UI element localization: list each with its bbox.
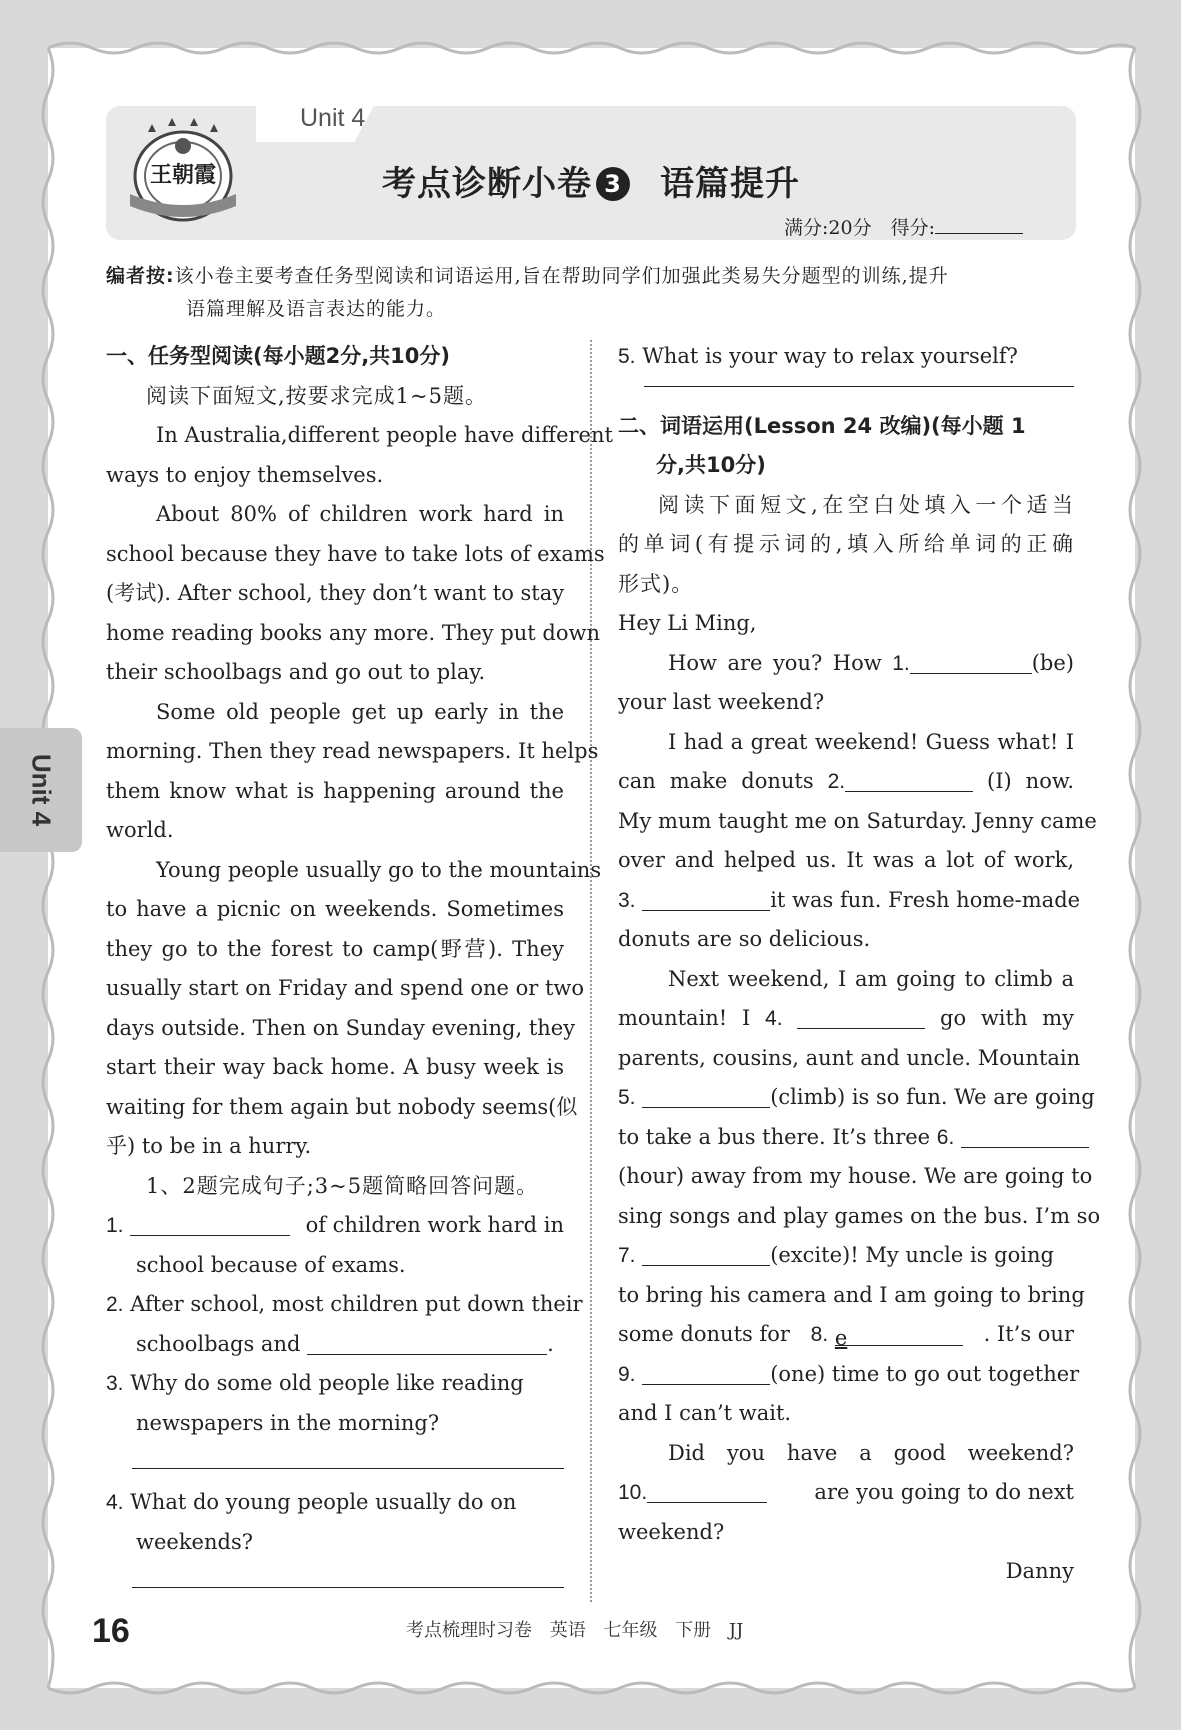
page-number: 16 [92, 1612, 130, 1650]
section-2-title-cont: 分,共10分) [656, 453, 766, 477]
passage-line: About 80% of children work hard in [156, 502, 564, 526]
side-unit-tab: Unit 4 [0, 728, 82, 852]
question-4: 4. What do young people usually do on [106, 1490, 517, 1514]
letter-line: donuts are so delicious. [618, 927, 871, 951]
letter-line: Next weekend, I am going to climb a [668, 966, 1074, 991]
letter-line: 3. it was fun. Fresh home-made [618, 881, 1074, 921]
question-1: 1. of children work hard in [106, 1206, 564, 1246]
letter-line: mountain! I 4. go with my [618, 999, 1074, 1039]
passage-line: them know what is happening around the [106, 778, 564, 803]
blank-4[interactable] [797, 1002, 925, 1029]
letter-line: your last weekend? [618, 690, 825, 714]
passage-line: school because they have to take lots of exams [106, 541, 605, 566]
title-main: 考点诊断小卷 [382, 164, 592, 204]
question-3: 3. Why do some old people like reading [106, 1371, 524, 1395]
passage-line: morning. Then they read newspapers. It helps [106, 739, 599, 763]
blank-6[interactable] [961, 1121, 1089, 1148]
passage-line: they go to the forest to camp(野营). They [106, 936, 564, 961]
passage-line: usually start on Friday and spend one or two [106, 976, 585, 1000]
page-title [382, 156, 800, 205]
passage-line: home reading books any more. They put down [106, 620, 601, 645]
blank-8[interactable]: e [835, 1319, 963, 1346]
blank-1[interactable] [910, 647, 1032, 674]
section-2-instruction: 阅读下面短文,在空白处填入一个适当 [658, 492, 1074, 517]
letter-line: Did you have a good weekend? [668, 1440, 1074, 1465]
right-column [618, 337, 1101, 1592]
letter-line: 7. (excite)! My uncle is going [618, 1236, 1074, 1276]
publisher-logo-icon [120, 116, 246, 230]
letter-line: and I can’t wait. [618, 1401, 792, 1425]
task-instruction: 1、2题完成句子;3~5题简略回答问题。 [146, 1173, 539, 1198]
unit-label: Unit 4 [300, 104, 366, 132]
passage-line: their schoolbags and go out to play. [106, 660, 486, 684]
blank-9[interactable] [642, 1358, 770, 1385]
question-2-cont: schoolbags and . [106, 1325, 564, 1365]
question-2: 2. After school, most children put down their [106, 1292, 583, 1316]
blank-10[interactable] [647, 1476, 767, 1503]
passage-line: waiting for them again but nobody seems(似 [106, 1094, 578, 1119]
editor-text-1: 该小卷主要考查任务型阅读和词语运用,旨在帮助同学们加强此类易失分题型的训练,提升 [174, 265, 949, 287]
column-divider [590, 340, 592, 1602]
editor-text-2: 语篇理解及语言表达的能力。 [186, 298, 447, 320]
question-3-cont: newspapers in the morning? [136, 1410, 440, 1435]
q2-blank[interactable] [307, 1328, 547, 1355]
blank-2[interactable] [845, 765, 973, 792]
score-line: 满分:20分 得分: [784, 213, 1023, 240]
letter-line: over and helped us. It was a lot of work, [618, 848, 1074, 872]
score-blank[interactable] [935, 233, 1023, 234]
editor-label: 编者按: [106, 265, 175, 287]
passage-line: world. [106, 818, 174, 842]
letter-line: (hour) away from my house. We are going to [618, 1164, 1093, 1188]
editor-note [106, 260, 1076, 326]
section-1-instruction: 阅读下面短文,按要求完成1~5题。 [146, 383, 487, 408]
passage-line: In Australia,different people have different [156, 423, 613, 447]
q3-answer-line[interactable] [132, 1467, 564, 1469]
passage-line: to have a picnic on weekends. Sometimes [106, 897, 564, 921]
footer-text: 考点梳理时习卷 英语 七年级 下册 JJ [406, 1620, 744, 1641]
section-1-title: 一、任务型阅读(每小题2分,共10分) [106, 344, 451, 368]
passage-line: start their way back home. A busy week is [106, 1055, 564, 1079]
section-2-instruction: 形式)。 [618, 571, 694, 596]
letter-line: My mum taught me on Saturday. Jenny came [618, 808, 1097, 833]
blank-3[interactable] [642, 884, 770, 911]
passage-line: Young people usually go to the mountains [156, 857, 602, 882]
letter-signature: Danny [1005, 1559, 1074, 1583]
question-1-cont: school because of exams. [136, 1252, 406, 1277]
letter-line: sing songs and play games on the bus. I’m so [618, 1203, 1101, 1228]
section-2-title: 二、词语运用(Lesson 24 改编)(每小题 1 [618, 413, 1026, 438]
passage-line: (考试). After school, they don’t want to stay [106, 581, 565, 605]
q1-blank[interactable] [130, 1209, 290, 1236]
passage-line: 乎) to be in a hurry. [106, 1134, 312, 1158]
letter-greeting: Hey Li Ming, [618, 611, 757, 635]
letter-line: 10. are you going to do next [618, 1473, 1074, 1513]
letter-line: to take a bus there. It’s three 6. [618, 1118, 1074, 1158]
blank-5[interactable] [642, 1081, 770, 1108]
section-2-instruction: 的单词(有提示词的,填入所给单词的正确 [618, 532, 1074, 556]
letter-line: 9. (one) time to go out together [618, 1355, 1074, 1395]
letter-line: I had a great weekend! Guess what! I [668, 729, 1074, 754]
letter-line: How are you? How 1. (be) [618, 644, 1074, 684]
question-5: 5. What is your way to relax yourself? [618, 344, 1018, 368]
title-number-badge: 3 [596, 167, 630, 201]
blank-7[interactable] [642, 1239, 770, 1266]
left-column [106, 337, 613, 1602]
passage-line: ways to enjoy themselves. [106, 462, 384, 487]
q5-answer-line[interactable] [644, 385, 1074, 387]
passage-line: days outside. Then on Sunday evening, they [106, 1015, 576, 1040]
passage-line: Some old people get up early in the [156, 699, 564, 724]
letter-line: parents, cousins, aunt and uncle. Mountain [618, 1045, 1081, 1070]
q4-answer-line[interactable] [132, 1586, 564, 1588]
letter-line: some donuts for 8. e . It’s our [618, 1315, 1074, 1355]
letter-line: 5. (climb) is so fun. We are going [618, 1078, 1074, 1118]
letter-line: to bring his camera and I am going to bring [618, 1282, 1085, 1307]
svg-text:王朝霞: 王朝霞 [149, 162, 217, 188]
letter-line: can make donuts 2. (I) now. [618, 762, 1074, 802]
letter-line: weekend? [618, 1519, 725, 1544]
question-4-cont: weekends? [136, 1529, 253, 1554]
title-sub: 语篇提升 [660, 164, 800, 204]
